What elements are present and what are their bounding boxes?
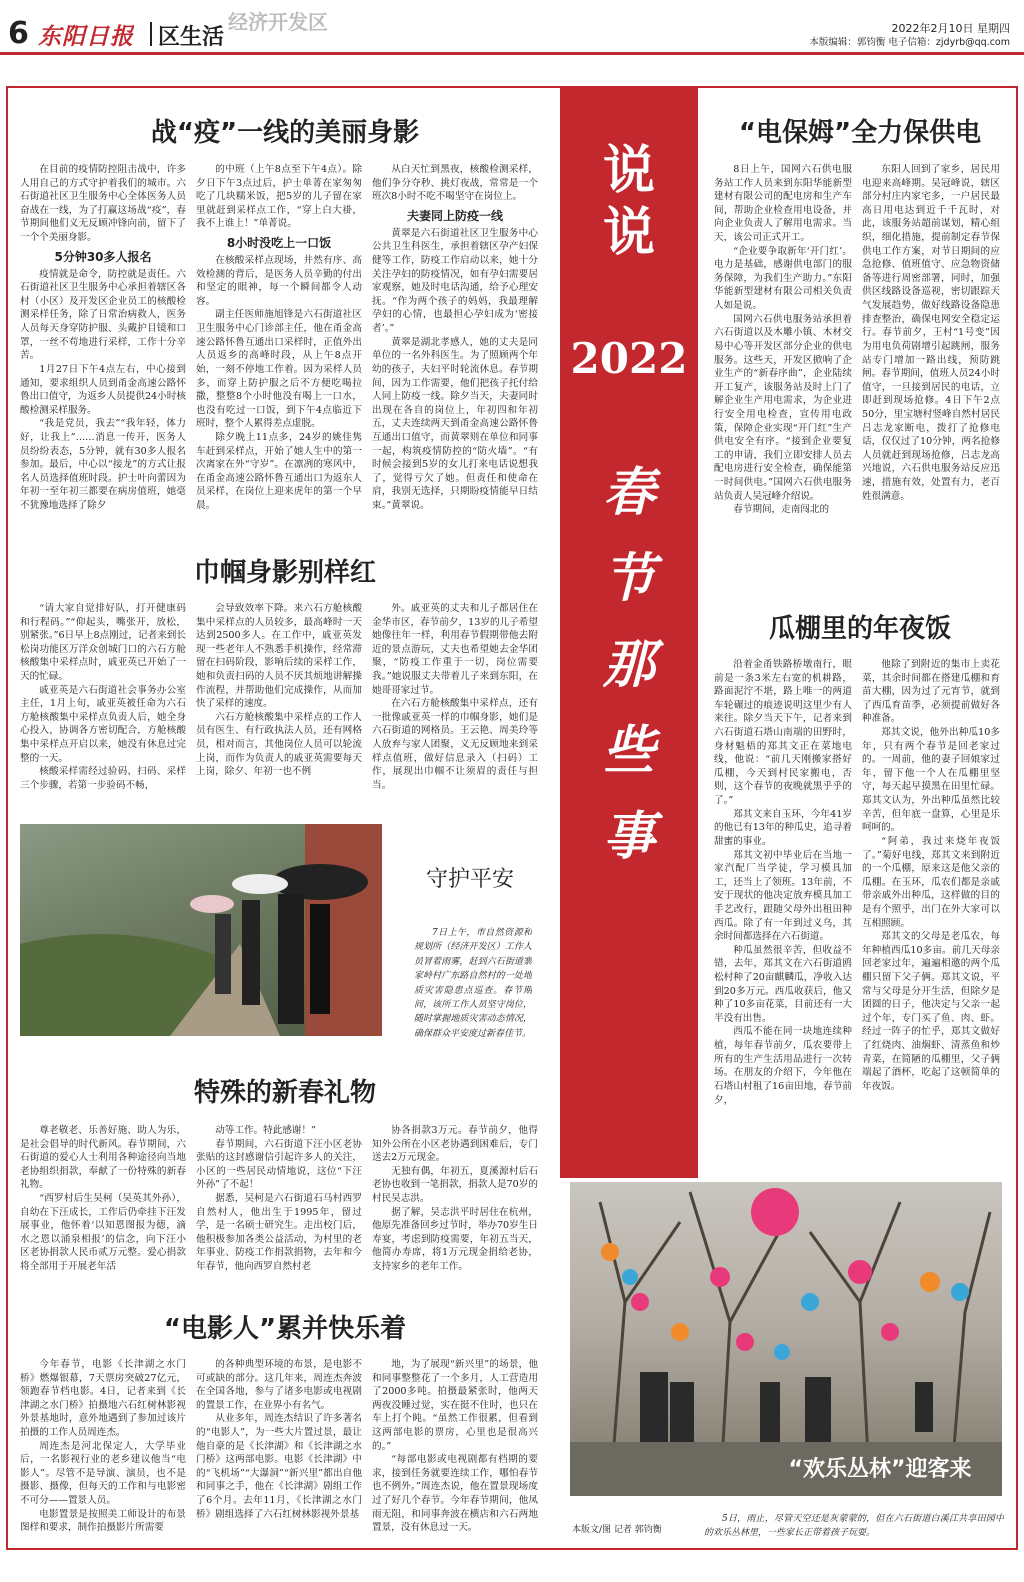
band-year: 2022 — [570, 334, 688, 383]
article-column — [20, 1358, 186, 1542]
article-title: 瓜棚里的年夜饭 — [768, 614, 951, 644]
paragraph: 8日上午，国网六石供电服务站工作人员来到东阳华能新型建材有限公司的配电房和生产车间，帮助企业检查用电设备，并向企业负责人了解用电需求。当天，该公司正式开工。 — [714, 164, 852, 244]
paragraph: 除夕晚上11点多，24岁的姚佳隽车赶到采样点，开始了她人生中的第一次离家在外“守岁”。在凛冽的寒风中，在甬金高速公路怀鲁互通出口为返东人员采样，在岗位上迎来虎年的第一个早晨。 — [196, 431, 362, 512]
article-column — [714, 658, 852, 1152]
paragraph: “每部电影或电视剧都有档期的要求，接到任务就要连续工作，哪怕春节也不例外。”周连杰说，他在置景现场度过了好几个春节。今年春节期间，他凤雨无阻，和同事奔波在横店和六石两地置景，没有休息过一天。 — [372, 1454, 538, 1534]
article-title: 巾帼身影别样红 — [193, 558, 376, 588]
paragraph: 郑其文说，他外出种瓜10多年，只有两个春节是回老家过的。一周前，他的妻子回娘家过年，留下他一个人在瓜棚里坚守，每天起早摸黑在田里忙碌。郑其文认为，外出种瓜虽然比较辛苦，但年底一盘算，心里是乐呵呵的。 — [862, 727, 1000, 834]
article-column — [862, 163, 1000, 561]
paragraph: 黄翠是湖北孝感人，她的丈夫是同单位的一名外科医生。为了照顾两个年幼的孩子，夫妇平时轮流休息。春节期间，因为工作需要，他们把孩子托付给人同上防疫一线。除夕当天，夫妻同时出现在各自的岗位上，年初四和年初五，丈夫连续两天到甬金高速公路怀鲁互通出口值守，而黄翠则在单位和同事一起，构筑疫情防控的“防火墙”。“有时候会接到5岁的女儿打来电话说想我了，觉得亏欠了她。但责任和使命在肩，我别无选择，只期盼疫情能早日结束。”黄翠说。 — [372, 336, 538, 512]
article-title: “电影人”累并快乐着 — [163, 1314, 407, 1344]
paragraph: 的中班（上午8点至下午4点）。除夕日下午3点过后，护士单菁在家匆匆吃了几块糯米饭，把5岁的儿子留在家里就赶到采样点工作，“穿上白大褂，我不上谁上！”单菁说。 — [196, 164, 362, 230]
byline-credit: 本版文/图 记者 郭钧衡 — [572, 1525, 662, 1535]
paragraph: 外。戚亚英的丈夫和儿子都居住在金华市区，春节前夕，13岁的儿子希望她像往年一样，利用春节假期带他去附近的景点游玩，丈夫也希望她去金华团聚，“防疫工作重于一切，岗位需要我。”她说服丈夫带着儿子来到东阳，在她哥哥家过节。 — [372, 603, 538, 696]
paragraph: 地，为了展现“新兴里”的场景，他和同事整整花了一个多月，人工营造用了2000多吨。拍摄最紧张时，他两天两夜没睡过觉，实在挺不住时，也只在车上打个盹。“虽然工作很累，但看到这两部电影的票房，心里也是很高兴的。” — [372, 1359, 538, 1452]
paragraph: 电影置景是按照美工师设计的布景图样和要求，制作拍摄影片所需要 — [20, 1508, 186, 1534]
paragraph: 在目前的疫情防控阻击战中，许多人用自己的方式守护着我们的城市。六石街道社区卫生服务中心全体医务人员奋战在一线，为了打赢这场战“疫”，春节期间他们义无反顾冲锋向前，留下了一个个美丽身影。 — [20, 164, 186, 244]
paragraph: 协各捐款3万元。春节前夕，他得知外公所在小区老协遇到困难后，专门送去2万元现金。 — [372, 1125, 538, 1164]
article-column — [20, 602, 186, 822]
paragraph: 种瓜虽然很辛苦，但收益不错，去年，郑其文在六石街道鸥松村种了20亩麒麟瓜，净收入达到20多万元。西瓜收获后，他又种了10多亩花菜，目前还有一大半没有出售。 — [714, 944, 852, 1024]
paragraph: 会导致效率下降。来六石方舱核酸集中采样点的人员较多，最高峰时一天达到2500多人。在工作中，戚亚英发现一些老年人不熟悉手机操作，经常滞留在扫码阶段，影响后续的采样工作，她和负责扫码的人员不厌其烦地讲解操作流程，并帮助他们完成操作，从而加快了采样的速度。 — [196, 603, 362, 710]
photo-caption: 5日，雨止，尽管天空还是灰蒙蒙的，但在六石街道白溪江共享田园中的欢乐丛林里，一些家长正带着孩子玩耍。 — [704, 1514, 1004, 1539]
subheading: 夫妻同上防疫一线 — [406, 208, 503, 223]
article-column — [196, 1124, 362, 1284]
paragraph: 动等工作。特此感谢！” — [215, 1125, 317, 1136]
photo-title: “欢乐丛林”迎客来 — [788, 1457, 972, 1482]
paragraph: 在核酸采样点现场，井然有序、高效检测的背后，是医务人员辛勤的付出和坚定的眼神，每一个瞬间都令人动容。 — [196, 255, 362, 307]
paragraph: 西瓜不能在同一块地连续种植，每年春节前夕，瓜农要带上所有的生产生活用品进行一次转场。在朋友的介绍下，今年他在石塔山村租了16亩田地，春节前夕， — [714, 1026, 852, 1106]
subheading: 8小时没吃上一口饭 — [226, 236, 332, 251]
paragraph: 他除了到附近的集市上卖花菜，其余时间都在搭建瓜棚和育苗大棚，因为过了元宵节，就到了西瓜育苗季，必须提前做好各种准备。 — [862, 659, 1000, 725]
subsection-title: 经济开发区 — [228, 10, 328, 34]
paragraph: 的各种典型环境的布景，是电影不可或缺的部分。这几年来，周连杰奔波在全国各地，参与了诸多电影或电视剧的置景工作，在业界小有名气。 — [196, 1359, 362, 1411]
band-heading-top: 说说 — [602, 140, 655, 263]
band-heading-bottom: 春节那些事 — [602, 462, 655, 867]
section-title: 区生活 — [158, 25, 225, 50]
subheading: 5分钟30多人报名 — [54, 249, 152, 264]
paragraph: 核酸采样需经过验码、扫码、采样三个步骤，若第一步验码不畅， — [20, 766, 186, 791]
paragraph: 无独有偶，年初五，夏溪源村后石老协也收到一笔捐款，捐款人是70岁的村民吴志洪。 — [372, 1165, 538, 1205]
paragraph: 疫情就是命令，防控就是责任。六石街道社区卫生服务中心承担着辖区各村（小区）及开发区企业员工的核酸检测采样任务，除了日常治病救人，医务人员每天身穿防护服、头戴护目镜和口罩，一丝不苟地进行采样，工作十分辛苦。 — [20, 268, 186, 362]
article-column — [372, 1124, 538, 1284]
article-title: 战“疫”一线的美丽身影 — [150, 118, 420, 148]
paragraph: “阿弟，我过来烧年夜饭了。”菊好电线，郑其文来到附近的一个瓜棚，原来这是他父亲的瓜棚。在玉环，瓜农们都是亲戚带亲戚外出种瓜，这样做的目的是有个照乎，出门在外大家可以互相照顾。 — [862, 835, 1000, 929]
article-column — [196, 163, 362, 523]
paragraph: 戚亚英是六石街道社会事务办公室主任，1月上旬，戚亚英被任命为六石方舱核酸集中采样点负责人后，她全身心投入，协调各方密切配合，方舱核酸集中采样点开启以来，她没有休息过完整的一天。 — [20, 684, 186, 764]
paragraph: 郑其文初中毕业后在当地一家汽配厂当学徒，学习模具加工，还当上了领班。13年前，不安于现状的他决定放弃模具加工手艺改行，跟随父母外出租田种西瓜。除了有一年到过义乌，其余时间都选择在六石街道。 — [714, 849, 852, 943]
newspaper-logo: 东阳日报 — [38, 23, 134, 50]
paragraph: 春节期间，六石街道下汪小区老协张贴的这封感谢信引起许多人的关注，小区的一些居民动情地说，这位“下汪外孙”了不起！ — [196, 1138, 362, 1191]
paragraph: “西罗村后生吴柯（吴英其外孙），自幼在下汪成长，工作后仍牵挂下汪发展事业，他怀着‘以知恩图报为德，滴水之恩以涌泉相报’的信念，向下汪小区老协捐款人民币贰万元整。爱心捐款将全部用于开展老年活 — [20, 1193, 186, 1273]
paragraph: 今年春节，电影《长津湖之水门桥》燃爆银幕，7天票房突破27亿元，领跑春节档电影。4日，记者来到《长津湖之水门桥》拍摄地六石红树林影视外景基地时，意外地遇到了参加过该片拍摄的工作人员周连杰。 — [20, 1359, 186, 1439]
page-number: 6 — [8, 16, 29, 51]
paragraph: 国网六石供电服务站承担着六石街道以及木雕小镇、木材交易中心等开发区部分企业的供电服务。这些天，开发区掀响了企业生产的“新春序曲”，企业陆续开工复产，该服务站及时上门了解企业生产用电需求，为企业进行安全用电检查，宣传用电政策，保障企业实现“开门红”生产供电安全有序。“接到企业要复工的申请，我们立即安排人员去配电房进行安全检查，确保能第一时间供电。”国网六石供电服务站负责人吴冠峰介绍说。 — [714, 313, 852, 502]
article-column — [372, 163, 538, 523]
paragraph: 沿着金甬铁路桥墩南行，眼前是一条3米左右宽的机耕路，路面泥泞不堪，路上唯一的两道车轮碾过的痕迹说明这里少有人来往。除夕当天下午，记者来到六石街道石塔山南端的田野时，身材魁梧的郑其文正在菜地电线，他说：“前几天刚搬家搭好瓜棚，今天到村民家搬电，否则，这个春节的夜晚就黑乎乎的了。” — [714, 659, 852, 807]
header-rule — [0, 52, 1024, 55]
paragraph: 在六石方舱核酸集中采样点，还有一批像戚亚英一样的巾帼身影，她们是六石街道的网格员。王云艳、周美玲等人放弃与家人团聚，义无反顾地来到采样点值班，做好信息录入（扫码）工作，展现出巾帼不让须眉的责任与担当。 — [372, 698, 538, 791]
article-column — [20, 163, 186, 523]
article-column — [372, 1358, 538, 1542]
paragraph: 尊老敬老、乐善好施、助人为乐，是社会倡导的时代新风。春节期间，六石街道的爱心人士利用各种途径向当地老协组织捐款，奉献了一份特殊的新春礼物。 — [20, 1125, 186, 1191]
paragraph: 春节期间，走南闯北的 — [733, 504, 830, 516]
article-title: 特殊的新春礼物 — [193, 1078, 376, 1108]
paragraph: 副主任医师施旭锋是六石街道社区卫生服务中心门诊部主任，他在甬金高速公路怀鲁互通出口采样时，正值外出人员返乡的高峰时段，从上午8点开始，一刻不停地工作着。因为采样人员多，而穿上防护服之后不方便吃喝拉撒，整整8个小时他没有喝上一口水，也没有吃过一口饭，到下午4点临近下班时，整个人累得差点虚脱。 — [196, 309, 362, 430]
photo-illustration — [570, 1182, 1002, 1496]
article-title: “电保姆”全力保供电 — [738, 118, 982, 148]
paragraph: “我是党员，我去”“我年轻，体力好，让我上”……消息一传开，医务人员纷纷表态，5分钟，就有30多人报名参加。最后，中心以“接龙”的方式让报名人员选择值班时段。护士叶向蕾因为年初一至年初三都要在病房值班，她毫不犹豫地选择了除夕 — [20, 418, 186, 512]
article-column — [196, 602, 362, 822]
issue-date: 2022年2月10日 星期四 — [891, 22, 1010, 35]
paragraph: 郑其文来自玉环，今年41岁的他已有13年的种瓜史，追寻着甜蜜的事业。 — [714, 808, 852, 847]
news-photo-guarding — [20, 824, 382, 1036]
paragraph: 据悉，吴柯是六石街道石马村西罗自然村人，他出生于1995年，留过学，是一名硕士研究生。走出校门后，他积极参加各类公益活动，为村里的老年事业、防疫工作捐款捐物，去年和今年春节，他向西罗自然村老 — [196, 1193, 362, 1273]
paragraph: “请大家自觉排好队，打开健康码和行程码。”“仰起头，嘴张开，放松，别紧张。”6日早上8点刚过，记者来到长松岗功能区万洋众创城门口的六石方舱核酸集中采样点时，戚亚英已开始了一天的忙碌。 — [20, 603, 186, 683]
photo-title: 守护平安 — [425, 867, 514, 892]
paragraph: 从业多年，周连杰结识了许多著名的“电影人”，为一些大片置过景，最让他自豪的是《长津湖》和《长津湖之水门桥》这两部电影。电影《长津湖》中的“飞机场”“大瀑洞”“新兴里”都出自他和同事之手，他在《长津湖》剧组工作了6个月。去年11月，《长津湖之水门桥》剧组选择了六石红树林影视外景基 — [196, 1413, 362, 1520]
photo-caption: 7日上午，市自然资源和规划所（经济开发区）工作人员冒着雨雾，赶到六石街道寨家岭村广东路自然村的一处地质灾害隐患点巡查。春节期间，该所工作人员坚守岗位，随时掌握地质灾害动态情况，确保群众平安度过新春佳节。 — [414, 928, 532, 1038]
article-column — [862, 658, 1000, 1152]
paragraph: 周连杰是河北保定人，大学毕业后，一名影视行业的老乡建议他当“电影人”。尽管不是导演、演员，也不是摄影、摄像，但每天的工作和与电影密不可分——置景人员。 — [20, 1440, 186, 1507]
paragraph: 从白天忙到黑夜，核酸检测采样，他们争分夺秒、挑灯夜战，常常是一个班次8小时不吃不喝坚守在岗位上。 — [372, 164, 538, 203]
article-column — [20, 1124, 186, 1284]
paragraph: 黄翠是六石街道社区卫生服务中心公共卫生科医生，承担着辖区孕产妇保健等工作，防疫工作启动以来，她十分关注孕妇的防疫情况，如有孕妇需要居家观察，她及时电话沟通，给予心理安抚。“作为两个孩子的妈妈，我最理解孕妇的心情，也最担心孕妇成为‘密接者’。” — [372, 227, 538, 335]
paragraph: 东阳人回到了家乡，居民用电迎来高峰期。吴冠峰说，辖区部分村庄内家宅多，一户居民最高日用电达到近千千瓦时，对此，该服务站超前谋划，精心组织，细化措施，提前制定春节保供电工作方案，对节日期间的应急抢修、值班值守、应急物资储备等进行周密部署，同时，加强供区线路设备巡视，密切跟踪天气发展趋势，做好线路设备隐患排查整治，确保电网安全稳定运行。春节前夕，王村“1号变”因为用电负荷剧增引起跳闸，服务站专门增加一路出线，预防跳闸。春节期间，值班人员24小时值守，一旦接到居民的电话，立即赶到现场抢修。4日下午2点50分，里宝塘村竖峰自然村居民吕志龙家断电，拨打了抢修电话，仅仅过了10分钟，两名抢修人员就赶到现场抢修，吕志龙高兴地说，六石供电服务站反应迅速，措施有效，处置有力，老百姓很满意。 — [862, 164, 1000, 502]
article-column — [714, 163, 852, 561]
news-photo-happy-forest — [570, 1182, 1002, 1496]
paragraph: 1月27日下午4点左右，中心接到通知，要求组织人员到甬金高速公路怀鲁出口值守，为返乡人员提供24小时核酸检测采样服务。 — [20, 363, 186, 416]
article-column — [372, 602, 538, 822]
paragraph: 郑其文的父母是老瓜农，每年种植西瓜10多亩。前几天母亲回老家过年，遍遍相邀的两个瓜棚只留下父子俩。郑其文说，平常与父母是分开生活，但除夕是团圆的日子，他决定与父亲一起过个年，专门买了鱼、肉、虾。经过一阵子的忙乎，郑其文做好了红烧肉、油焖虾、清蒸鱼和炒青菜，在简陋的瓜棚里，父子俩端起了酒杯，吃起了这顿简单的年夜饭。 — [862, 931, 1000, 1092]
paragraph: 六石方舱核酸集中采样点的工作人员有医生、有行政执法人员，还有网格员，相对而言，其他岗位人员可以轮流上岗，而作为负责人的戚亚英需要每天上岗，除夕、年初一也不例 — [196, 711, 362, 778]
editor-info: 本版编辑：郭钧衡 电子信箱：zjdyrb@qq.com — [809, 37, 1010, 48]
photo-illustration — [20, 824, 382, 1036]
header-divider — [150, 22, 152, 46]
paragraph: 据了解，吴志洪平时居住在杭州，他原先准备回乡过节时，举办70岁生日寿宴，考虑到防疫需要，年初五当天，他简办寿席，将1万元现金捐给老协，支持家乡的老年工作。 — [372, 1206, 538, 1273]
paragraph: “企业要争取新年‘开门红’。电力是基础，感谢供电部门的服务保障，为我们生产助力。”东阳华能新型建材有限公司相关负责人如是说。 — [714, 245, 852, 312]
article-column — [196, 1358, 362, 1542]
